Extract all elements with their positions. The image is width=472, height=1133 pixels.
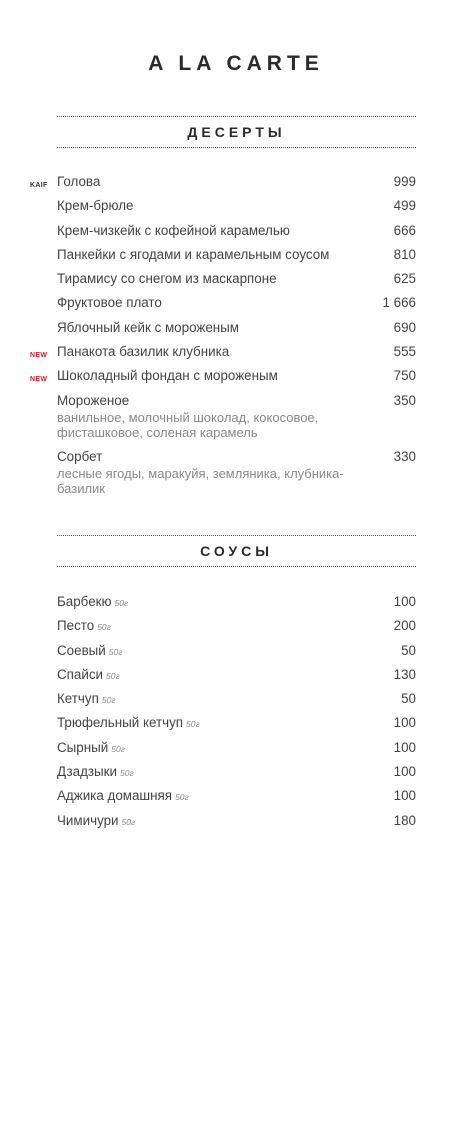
menu-item[interactable] xyxy=(0,593,472,617)
item-price: 690 xyxy=(393,319,416,335)
menu-item[interactable] xyxy=(0,448,472,504)
sauces-list xyxy=(0,593,472,836)
item-name-text: Барбекю xyxy=(57,594,112,609)
item-weight: 50г xyxy=(121,816,136,827)
item-name xyxy=(57,448,102,466)
item-price: 666 xyxy=(393,222,416,238)
desserts-heading: ДЕСЕРТЫ xyxy=(57,116,416,148)
item-name-text: Песто xyxy=(57,618,95,634)
menu-item[interactable] xyxy=(0,787,472,811)
item-name-text: Сорбет xyxy=(57,448,103,464)
menu-item[interactable] xyxy=(0,714,472,738)
item-name-text: Аджика домашняя xyxy=(57,788,173,804)
item-price: 50 xyxy=(401,691,416,707)
item-price: 499 xyxy=(393,198,416,214)
sauces-heading: СОУСЫ xyxy=(57,535,416,567)
item-price: 999 xyxy=(393,174,416,189)
item-weight: 50г xyxy=(106,670,120,681)
item-price: 555 xyxy=(393,344,416,360)
item-weight: 50г xyxy=(97,622,111,633)
item-weight: 50г xyxy=(175,792,189,803)
item-name-text: Трюфельный кетчуп xyxy=(57,715,184,731)
item-price: 100 xyxy=(393,788,416,804)
item-name xyxy=(57,270,277,288)
item-name xyxy=(57,319,239,337)
item-name-text: Шоколадный фондан с мороженым xyxy=(57,368,278,384)
item-price: 100 xyxy=(393,739,416,755)
item-name xyxy=(57,593,128,612)
item-price: 50 xyxy=(401,642,416,658)
item-weight: 50г xyxy=(120,768,134,779)
item-price: 625 xyxy=(393,271,416,287)
item-name-text: Панкейки с ягодами и карамельным соусом xyxy=(57,246,330,262)
item-price: 330 xyxy=(393,448,416,464)
menu-item[interactable] xyxy=(0,294,472,318)
item-name xyxy=(57,343,229,361)
item-name-text: Тирамису со снегом из маскарпоне xyxy=(57,271,277,287)
item-price: 200 xyxy=(393,618,416,634)
menu-item[interactable] xyxy=(0,812,472,836)
menu-item[interactable] xyxy=(0,739,472,763)
page-title: A LA CARTE xyxy=(148,52,324,75)
item-description: ванильное, молочный шоколад, кокосовое, фисташковое, соленая карамель xyxy=(57,409,319,440)
item-name xyxy=(57,739,125,758)
item-name-text: Кетчуп xyxy=(57,691,99,707)
item-weight: 50г xyxy=(186,719,200,730)
item-name-text: Яблочный кейк с мороженым xyxy=(57,319,240,335)
item-name-text: Фруктовое плато xyxy=(57,295,162,311)
item-name xyxy=(57,690,116,709)
item-name-text: Крем-чизкейк с кофейной карамелью xyxy=(57,222,290,238)
item-name xyxy=(57,246,329,264)
item-description: лесные ягоды, маракуйя, земляника, клубника-базилик xyxy=(57,465,344,496)
item-name-text: Мороженое xyxy=(57,392,130,408)
item-name-text: Чимичури xyxy=(57,812,119,828)
item-name-text: Панакота базилик клубника xyxy=(57,344,230,360)
desserts-list xyxy=(0,173,472,504)
menu-item[interactable] xyxy=(0,690,472,714)
item-name-text: Голова xyxy=(57,174,101,189)
item-weight: 50г xyxy=(111,743,125,754)
item-name xyxy=(57,294,162,312)
item-name xyxy=(57,617,111,636)
item-name xyxy=(57,714,200,733)
item-weight: 50г xyxy=(114,598,129,608)
item-name xyxy=(57,666,120,685)
menu-item[interactable] xyxy=(0,617,472,641)
menu-item[interactable] xyxy=(0,197,472,221)
item-price: 1 666 xyxy=(382,295,416,311)
item-name-text: Спайси xyxy=(57,666,104,682)
menu-item[interactable] xyxy=(0,367,472,391)
item-name xyxy=(57,222,290,240)
item-name xyxy=(57,763,134,782)
item-price: 180 xyxy=(393,812,416,828)
item-price: 130 xyxy=(393,666,416,682)
menu-item[interactable] xyxy=(0,642,472,666)
menu-item[interactable] xyxy=(0,343,472,367)
item-price: 750 xyxy=(393,368,416,384)
item-price: 350 xyxy=(393,392,416,408)
menu-item[interactable] xyxy=(0,270,472,294)
menu-item[interactable] xyxy=(0,222,472,246)
menu-item[interactable] xyxy=(0,392,472,448)
menu-item[interactable] xyxy=(0,763,472,787)
item-name xyxy=(57,392,129,410)
menu-item[interactable] xyxy=(0,173,472,197)
menu-item[interactable] xyxy=(0,319,472,343)
item-weight: 50г xyxy=(108,646,123,657)
item-name xyxy=(57,812,135,831)
item-price: 100 xyxy=(393,715,416,731)
menu-item[interactable] xyxy=(0,666,472,690)
item-name-text: Сырный xyxy=(57,739,109,755)
item-name xyxy=(57,642,122,661)
menu-item[interactable] xyxy=(0,246,472,270)
item-name xyxy=(57,197,134,215)
item-name xyxy=(57,173,100,191)
item-badge: NEW xyxy=(30,352,48,360)
item-name xyxy=(57,367,278,385)
item-name-text: Крем-брюле xyxy=(57,198,134,214)
item-badge: KAIF xyxy=(30,182,48,189)
item-badge: NEW xyxy=(30,376,48,384)
item-price: 810 xyxy=(393,246,416,262)
item-name-text: Дзадзыки xyxy=(57,764,118,780)
item-name-text: Соевый xyxy=(57,642,106,658)
item-price: 100 xyxy=(393,764,416,780)
item-price: 100 xyxy=(393,594,416,609)
item-name xyxy=(57,787,189,806)
item-weight: 50г xyxy=(101,695,116,706)
